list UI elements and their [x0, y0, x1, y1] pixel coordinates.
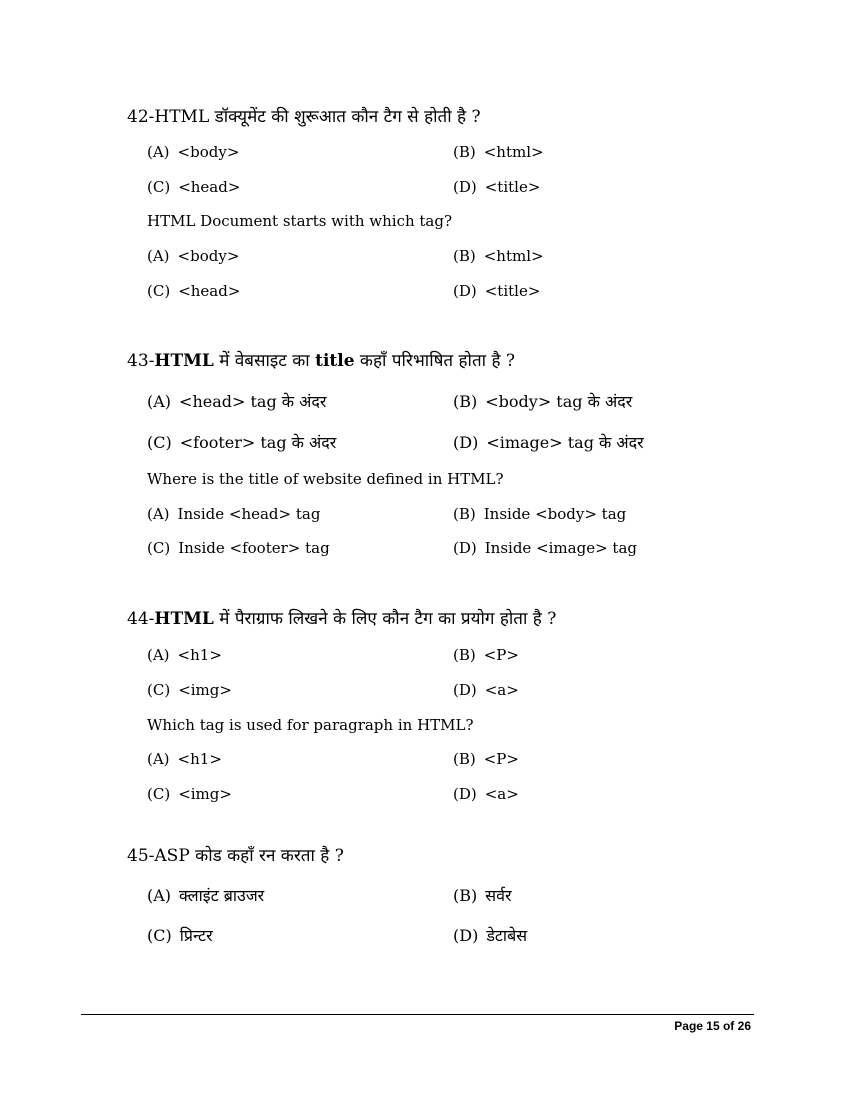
q44-hi-option-c: (C) <img>	[147, 681, 232, 699]
question-43-english: Where is the title of website defined in HTML?	[147, 470, 504, 488]
question-number: 43-	[127, 351, 155, 371]
footer-divider	[81, 1014, 754, 1015]
q42-en-option-c: (C) <head>	[147, 282, 241, 300]
q42-en-option-a: (A) <body>	[147, 247, 240, 265]
q43-en-option-b: (B) Inside <body> tag	[453, 505, 627, 523]
q44-en-option-d: (D) <a>	[453, 785, 519, 803]
q44-hi-option-d: (D) <a>	[453, 681, 519, 699]
q44-hi-option-b: (B) <P>	[453, 646, 519, 664]
q45-hi-option-a: (A) क्लाइंट ब्राउजर	[147, 886, 265, 905]
q43-hi-option-c: (C) <footer> tag के अंदर	[147, 433, 337, 452]
bold-term: title	[315, 351, 355, 371]
question-45-hindi	[127, 843, 344, 866]
q42-hi-option-c: (C) <head>	[147, 178, 241, 196]
bold-term: HTML	[154, 609, 214, 629]
question-44-english: Which tag is used for paragraph in HTML?	[147, 716, 474, 734]
q45-hi-option-b: (B) सर्वर	[453, 886, 512, 905]
question-43-hindi: 43-HTML में वेबसाइट का title कहाँ परिभाषित होता है ?	[127, 351, 515, 371]
bold-term: HTML	[154, 351, 214, 371]
question-number: 42-	[127, 107, 155, 127]
q42-hi-option-b: (B) <html>	[453, 143, 544, 161]
q42-en-option-d: (D) <title>	[453, 282, 541, 300]
q43-en-option-c: (C) Inside <footer> tag	[147, 539, 330, 557]
q45-hi-option-d: (D) डेटाबेस	[453, 926, 528, 945]
q45-hi-option-c: (C) प्रिन्टर	[147, 926, 213, 945]
q43-hi-option-a: (A) <head> tag के अंदर	[147, 392, 327, 411]
q42-hi-option-a: (A) <body>	[147, 143, 240, 161]
question-42-hindi	[127, 104, 481, 127]
q44-en-option-a: (A) <h1>	[147, 750, 222, 768]
q44-en-option-c: (C) <img>	[147, 785, 232, 803]
q42-en-option-b: (B) <html>	[453, 247, 544, 265]
q44-en-option-b: (B) <P>	[453, 750, 519, 768]
question-42-english: HTML Document starts with which tag?	[147, 212, 453, 230]
question-number: 44-	[127, 609, 155, 629]
question-44-hindi: 44-HTML में पैराग्राफ लिखने के लिए कौन टैग का प्रयोग होता है ?	[127, 609, 557, 629]
q43-hi-option-b: (B) <body> tag के अंदर	[453, 392, 633, 411]
q42-hi-option-d: (D) <title>	[453, 178, 541, 196]
question-text: HTML डॉक्यूमेंट की शुरूआत कौन टैग से होती है ?	[154, 107, 481, 127]
q43-hi-option-d: (D) <image> tag के अंदर	[453, 433, 644, 452]
page-number: Page 15 of 26	[674, 1019, 751, 1033]
question-text: ASP कोड कहाँ रन करता है ?	[154, 846, 344, 866]
q43-en-option-d: (D) Inside <image> tag	[453, 539, 637, 557]
q43-en-option-a: (A) Inside <head> tag	[147, 505, 321, 523]
question-number: 45-	[127, 846, 155, 866]
q44-hi-option-a: (A) <h1>	[147, 646, 222, 664]
